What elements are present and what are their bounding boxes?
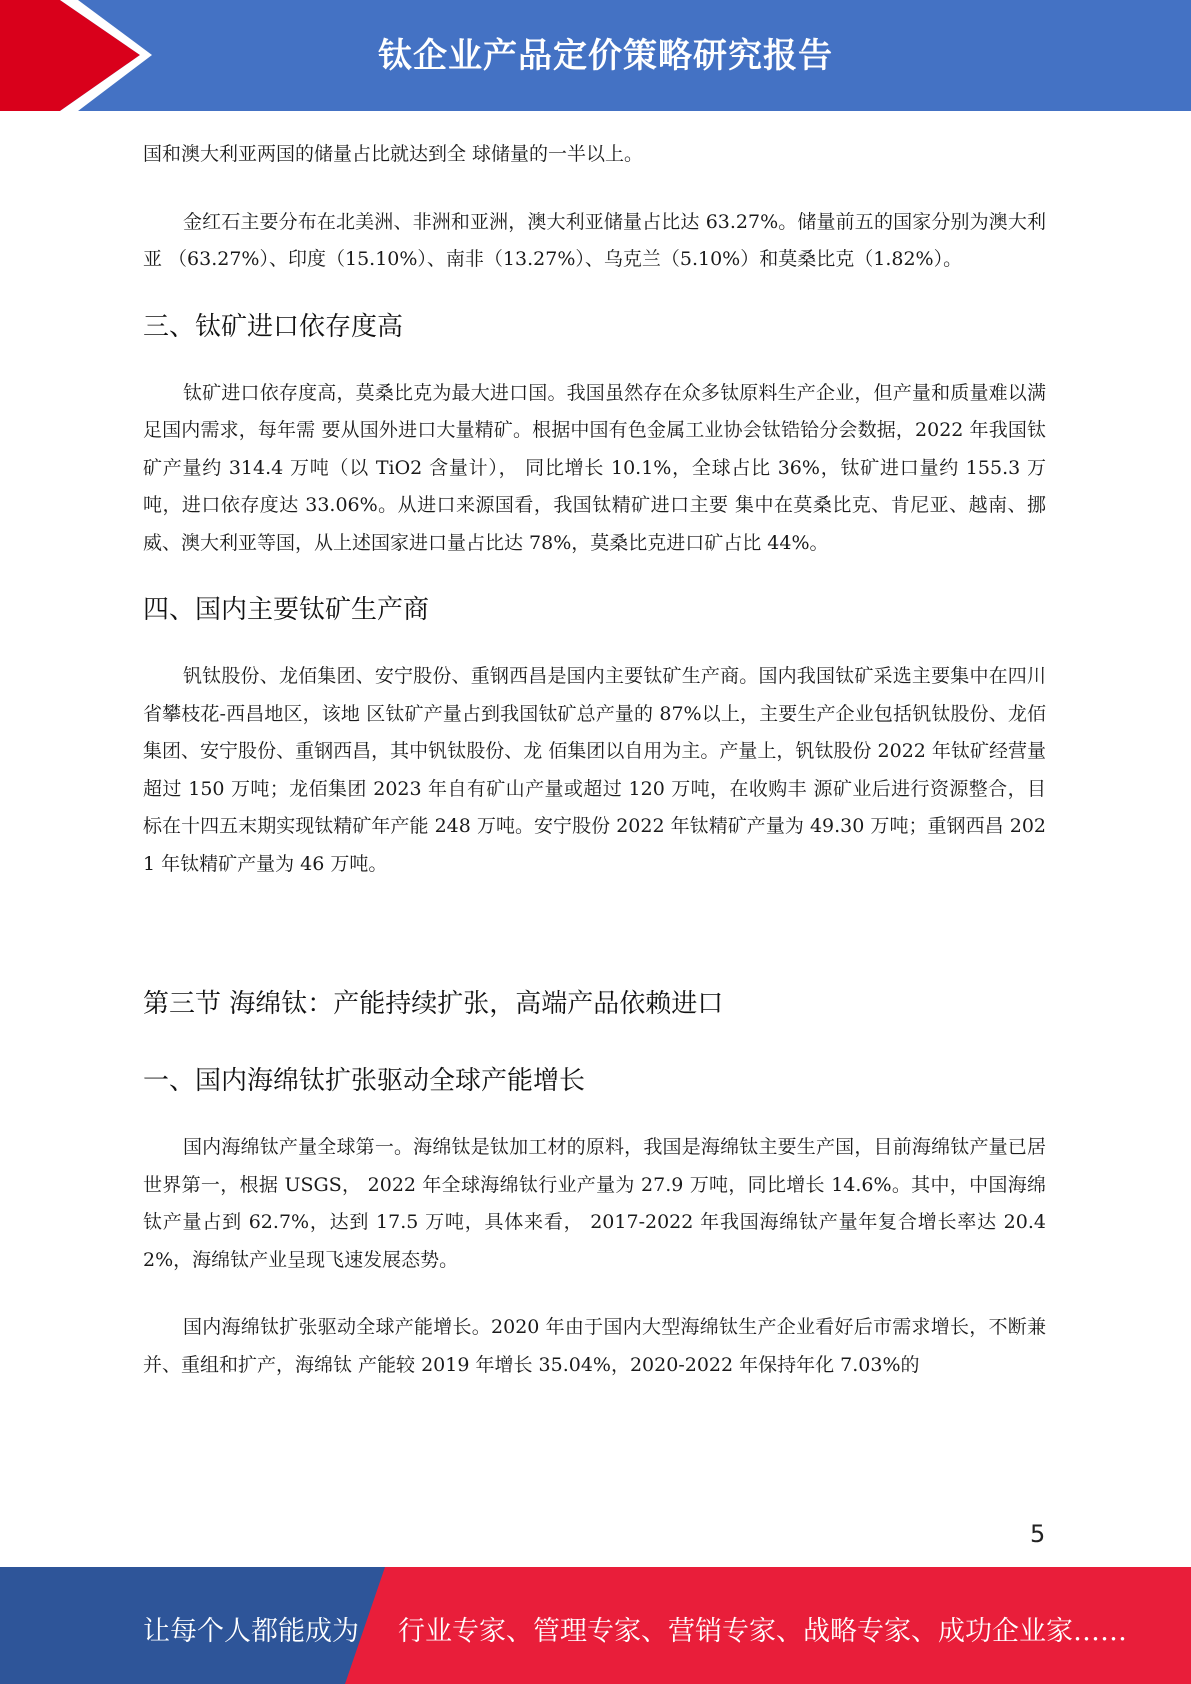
report-title: 钛企业产品定价策略研究报告 <box>378 36 833 76</box>
paragraph-sponge-capacity: 国内海绵钛扩张驱动全球产能增长。2020 年由于国内大型海绵钛生产企业看好后市需求增长，不断兼并、重组和扩产，海绵钛 产能较 2019 年增长 35.04%，2020-2022 年保持年化 7.03%的 <box>143 1316 1046 1376</box>
paragraph-domestic-producers: 钒钛股份、龙佰集团、安宁股份、重钢西昌是国内主要钛矿生产商。国内我国钛矿采选主要集中在四川省攀枝花-西昌地区，该地 区钛矿产量占到我国钛矿总产量的 87%以上，主要生产企业包括钒钛股份、龙佰集团、安宁股份、重钢西昌，其中钒钛股份、龙 佰集团以自用为主。产量上，钒钛股份 2022 年钛矿经营量超过 150 万吨；龙佰集团 2023 年自有矿山产量或超过 120 万吨，在收购丰 源矿业后进行资源整合，目标在十四五末期实现钛精矿年产能 248 万吨。安宁股份 2022 年钛精矿产量为 49.30 万吨；重钢西昌 2021 年钛精矿产量为 46 万吨。 <box>143 665 1046 875</box>
paragraph-rutile-distribution: 金红石主要分布在北美洲、非洲和亚洲，澳大利亚储量占比达 63.27%。储量前五的国家分别为澳大利亚 （63.27%）、印度（15.10%）、南非（13.27%）、乌克兰（5.10%）和莫桑比克（1.82%）。 <box>143 210 1046 270</box>
paragraph-import-dependence: 钛矿进口依存度高，莫桑比克为最大进口国。我国虽然存在众多钛原料生产企业，但产量和质量难以满足国内需求，每年需 要从国外进口大量精矿。根据中国有色金属工业协会钛锆铪分会数据，2022 年我国钛矿产量约 314.4 万吨（以 TiO2 含量计）， 同比增长 10.1%，全球占比 36%，钛矿进口量约 155.3 万吨，进口依存度达 33.06%。从进口来源国看，我国钛精矿进口主要 集中在莫桑比克、肯尼亚、越南、挪威、澳大利亚等国，从上述国家进口量占比达 78%，莫桑比克进口矿占比 44%。 <box>143 381 1046 554</box>
page-number: 5 <box>1030 1520 1046 1548</box>
footer-slogan-right: 行业专家、管理专家、营销专家、战略专家、成功企业家…… <box>398 1616 1127 1647</box>
page-footer <box>0 1567 1191 1684</box>
chapter-heading-sponge-titanium: 第三节 海绵钛：产能持续扩张，高端产品依赖进口 <box>143 989 724 1019</box>
paragraph-sponge-output: 国内海绵钛产量全球第一。海绵钛是钛加工材的原料，我国是海绵钛主要生产国，目前海绵钛产量已居世界第一，根据 USGS， 2022 年全球海绵钛行业产量为 27.9 万吨，同比增长 14.6%。其中，中国海绵钛产量占到 62.7%，达到 17.5 万吨，具体来看， 2017-2022 年我国海绵钛产量年复合增长率达 20.42%，海绵钛产业呈现飞速发展态势。 <box>143 1136 1046 1271</box>
section-heading-capacity-growth: 一、国内海绵钛扩张驱动全球产能增长 <box>143 1066 586 1096</box>
paragraph-reserves-continuation: 国和澳大利亚两国的储量占比就达到全 球储量的一半以上。 <box>143 143 644 165</box>
section-heading-import-dependence: 三、钛矿进口依存度高 <box>143 311 404 342</box>
section-heading-domestic-producers: 四、国内主要钛矿生产商 <box>143 595 430 625</box>
footer-slogan-left: 让每个人都能成为 <box>143 1616 359 1647</box>
page-header <box>0 0 1191 111</box>
document-body <box>143 136 1046 1384</box>
